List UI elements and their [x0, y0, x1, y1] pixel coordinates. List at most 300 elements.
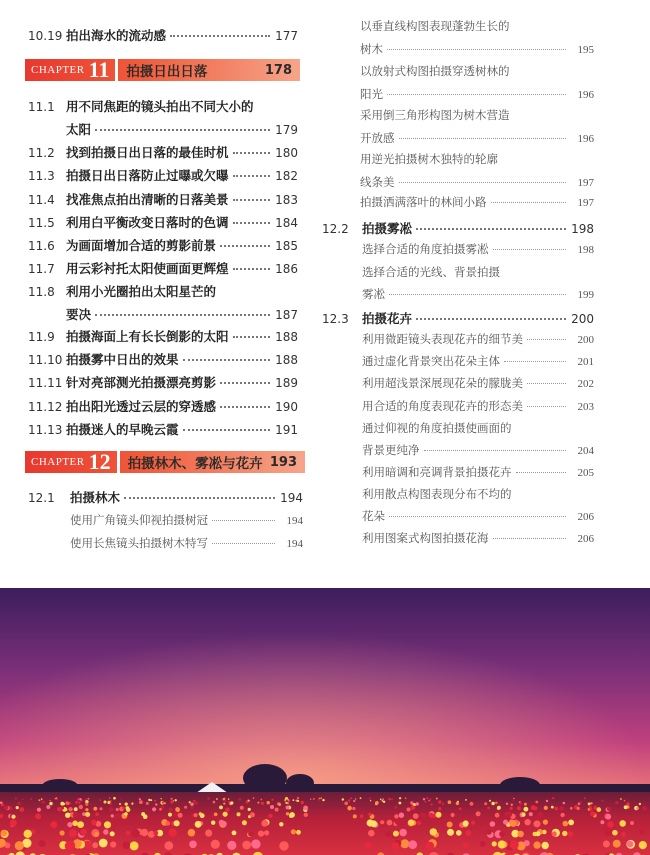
leader-dots — [220, 382, 270, 384]
tulip — [42, 801, 45, 804]
chapter-12-header[interactable] — [25, 451, 305, 473]
entry-number: 12.2 — [322, 222, 349, 236]
tulip — [535, 801, 538, 804]
tulip — [91, 820, 97, 826]
entry-page: 180 — [275, 146, 298, 160]
entry-line — [28, 213, 298, 231]
tulip — [94, 832, 99, 837]
tulip — [148, 799, 150, 801]
tulip — [438, 807, 441, 810]
tulip — [141, 812, 145, 816]
tulip — [15, 841, 24, 850]
tulip — [162, 801, 164, 803]
tulip — [436, 812, 442, 818]
tulip — [56, 798, 58, 800]
tulip — [100, 807, 103, 810]
tulip — [35, 813, 41, 819]
entry-title: 找准焦点拍出清晰的日落美景 — [66, 192, 229, 207]
tulip — [442, 803, 444, 805]
tulip — [417, 821, 421, 825]
tulip — [65, 842, 73, 850]
tulip — [57, 807, 61, 811]
tulip — [380, 820, 384, 824]
tulip — [597, 807, 602, 812]
entry-page: 198 — [577, 244, 594, 256]
tulip — [189, 841, 197, 849]
entry-line — [360, 151, 594, 167]
entry-page: 204 — [577, 445, 594, 457]
tulip — [293, 799, 295, 801]
leader-dots — [493, 249, 567, 250]
tulip — [411, 805, 416, 810]
tulip — [487, 807, 490, 810]
entry-title: 找到拍摄日出日落的最佳时机 — [66, 145, 229, 160]
tulip — [416, 802, 419, 805]
tulip — [68, 807, 72, 811]
entry-title: 利用小光圈拍出太阳星芒的 — [66, 284, 217, 299]
tulip — [124, 821, 128, 825]
photo-illustration — [0, 588, 650, 855]
leader-dots — [220, 406, 270, 408]
chapter-number: 11 — [88, 57, 110, 82]
leader-dots — [233, 336, 270, 338]
entry-line-2 — [362, 286, 594, 302]
tulip — [261, 802, 264, 805]
tulip — [563, 821, 569, 827]
tulip — [237, 812, 241, 816]
tulip — [1, 830, 8, 837]
leader-dots — [491, 202, 567, 203]
chapter-page: 193 — [269, 454, 297, 470]
tulip — [260, 799, 262, 801]
entry-title: 用不同焦距的镜头拍出不同大小的 — [66, 99, 254, 114]
tulip — [278, 803, 281, 806]
tulip — [224, 800, 226, 802]
leader-dots — [170, 35, 270, 37]
tulip — [513, 798, 515, 800]
tulip — [568, 820, 574, 826]
tulip — [355, 798, 357, 800]
tulip — [430, 828, 437, 835]
entry-title: 通过仰视的角度拍摄使画面的 — [362, 421, 512, 435]
entry-title: 使用长焦镜头拍摄树木特写 — [70, 536, 208, 550]
tulip — [164, 841, 173, 850]
tulip — [77, 821, 84, 828]
tulip — [139, 798, 141, 800]
entry-title: 用合适的角度表现花卉的形态美 — [362, 399, 523, 413]
tulip — [85, 812, 90, 817]
tulip — [120, 798, 121, 799]
tulip — [126, 808, 130, 812]
tulip — [80, 829, 86, 835]
tulip — [285, 802, 287, 804]
toc-entry-12-3[interactable] — [322, 309, 594, 327]
tulip — [588, 803, 591, 806]
tulip — [613, 840, 621, 848]
tulip — [399, 802, 402, 805]
tulip — [92, 842, 98, 848]
tulip — [62, 803, 65, 806]
tulip — [115, 813, 121, 819]
tulip — [563, 802, 566, 805]
tulip — [559, 806, 564, 811]
entry-page: 195 — [577, 44, 594, 56]
entry-line-2 — [360, 86, 594, 102]
tulip — [119, 803, 121, 805]
entry-title: 拍摄日出日落防止过曝或欠曝 — [66, 168, 229, 183]
entry-number: 11.7 — [28, 262, 55, 276]
tulip — [554, 807, 558, 811]
tulip — [350, 797, 352, 799]
tulip — [93, 807, 97, 811]
tulip — [407, 808, 411, 812]
tulip — [74, 807, 78, 811]
tulip — [408, 819, 415, 826]
tulip — [470, 802, 474, 806]
entry-page: 183 — [275, 193, 298, 207]
tulip — [258, 831, 264, 837]
tulip — [72, 821, 78, 827]
tulip — [529, 813, 532, 816]
tulip — [471, 821, 475, 825]
tulip — [543, 820, 548, 825]
tulip — [46, 805, 50, 809]
tulip — [510, 820, 517, 827]
tulip — [87, 798, 89, 800]
entry-title: 以垂直线构图表现蓬勃生长的 — [360, 19, 510, 33]
leader-dots — [212, 543, 275, 544]
tulip — [486, 829, 491, 834]
entry-line — [362, 353, 594, 369]
tulip — [95, 812, 99, 816]
tulip — [268, 814, 272, 818]
tulip — [318, 799, 320, 801]
tulip — [174, 820, 180, 826]
entry-title: 利用超浅景深展现花朵的朦胧美 — [362, 376, 523, 390]
leader-dots — [233, 199, 270, 201]
tulip — [607, 807, 611, 811]
entry-number: 11.1 — [28, 100, 55, 114]
tulip — [67, 803, 69, 805]
entry-page: 186 — [275, 262, 298, 276]
tulip — [296, 830, 301, 835]
entry-line-2 — [362, 508, 594, 524]
tulip — [75, 801, 78, 804]
tulip — [246, 801, 249, 804]
leader-dots — [233, 152, 270, 154]
leader-dots — [233, 222, 270, 224]
tulip — [425, 842, 434, 851]
tulip — [130, 841, 139, 850]
tulip — [242, 841, 251, 850]
tulip — [517, 806, 521, 810]
entry-number: 11.10 — [28, 353, 63, 367]
leader-dots — [389, 516, 566, 517]
entry-page: 189 — [275, 376, 298, 390]
tulip — [286, 806, 290, 810]
entry-line — [70, 535, 303, 551]
tulip — [538, 812, 543, 817]
tulip — [604, 828, 612, 836]
tulip — [191, 806, 194, 809]
tulip — [104, 801, 107, 804]
tulip — [524, 803, 527, 806]
tulip — [213, 801, 216, 804]
entry-title: 拍摄花卉 — [362, 311, 413, 326]
tulip — [104, 821, 111, 828]
tulip — [161, 798, 162, 799]
tulip — [552, 831, 557, 836]
tulip — [347, 806, 352, 811]
entry-line — [28, 373, 298, 391]
entry-page: 188 — [275, 353, 298, 367]
tulip — [290, 823, 294, 827]
tulip — [313, 798, 315, 800]
tulip — [639, 803, 641, 805]
tulip — [369, 798, 371, 800]
tulip — [368, 813, 371, 816]
entry-line — [28, 350, 298, 368]
tulip — [642, 806, 647, 811]
leader-dots — [416, 318, 566, 320]
tulip — [519, 802, 522, 805]
tulip — [223, 803, 225, 805]
entry-page: 179 — [275, 123, 298, 137]
tulip — [141, 829, 148, 836]
leader-dots — [95, 314, 270, 316]
tulip — [22, 798, 24, 800]
leader-dots — [389, 294, 566, 295]
tulip — [465, 830, 471, 836]
entry-page: 194 — [286, 515, 303, 527]
tulip — [222, 821, 227, 826]
entry-line — [28, 397, 298, 415]
entry-line — [362, 530, 594, 546]
chapter-title: 拍摄林木、雾凇与花卉 — [127, 456, 263, 472]
entry-line — [360, 194, 594, 210]
entry-page: 188 — [275, 330, 298, 344]
tulip — [310, 799, 311, 800]
tulip — [188, 829, 196, 837]
tulip — [522, 813, 526, 817]
tulip — [248, 831, 253, 836]
tulip — [399, 797, 401, 799]
tulip — [580, 801, 582, 803]
entry-page: 194 — [280, 491, 303, 505]
entry-number: 11.2 — [28, 146, 55, 160]
tulip — [400, 839, 409, 848]
leader-dots — [504, 361, 566, 362]
entry-title-continued: 线条美 — [360, 175, 395, 189]
tulip — [146, 802, 149, 805]
tulip — [451, 813, 455, 817]
entry-page: 187 — [275, 308, 298, 322]
tulip — [424, 801, 426, 803]
entry-title: 使用广角镜头仰视拍摄树冠 — [70, 513, 208, 527]
tulip — [429, 798, 431, 800]
tulip — [154, 800, 156, 802]
tulip — [250, 812, 255, 817]
tulip — [510, 807, 513, 810]
tulip — [448, 800, 452, 804]
tulip — [360, 797, 362, 799]
tulip — [534, 820, 541, 827]
tulip — [551, 806, 554, 809]
tulip — [570, 807, 573, 810]
chapter-11-header[interactable] — [25, 59, 300, 81]
tulip — [18, 802, 21, 805]
tulip — [370, 820, 377, 827]
tulip — [544, 806, 548, 810]
entry-line — [362, 420, 594, 436]
tulip — [524, 807, 529, 812]
entry-title-continued: 开放感 — [360, 131, 395, 145]
tulip — [103, 829, 108, 834]
tulip — [394, 806, 397, 809]
tulip — [152, 807, 156, 811]
tulip — [79, 798, 81, 800]
tulip — [562, 831, 567, 836]
tulip — [257, 802, 259, 804]
tulip — [636, 807, 639, 810]
tulip — [223, 798, 225, 800]
tulip — [60, 830, 65, 835]
entry-number: 12.3 — [322, 312, 349, 326]
entry-number: 11.9 — [28, 330, 55, 344]
tulip — [248, 808, 251, 811]
tulip — [175, 807, 180, 812]
tulip — [615, 801, 619, 805]
leader-dots — [416, 228, 566, 230]
entry-line — [70, 512, 303, 528]
leader-dots — [399, 182, 567, 183]
entry-page: 196 — [577, 89, 594, 101]
tulip — [85, 808, 88, 811]
tulip — [456, 802, 459, 805]
entry-title-continued: 花朵 — [362, 509, 385, 523]
tulip — [322, 799, 324, 801]
entry-page: 191 — [275, 423, 298, 437]
tulip — [150, 799, 152, 801]
tulip — [270, 805, 274, 809]
entry-title-continued: 雾凇 — [362, 287, 385, 301]
tulip — [112, 822, 117, 827]
tulip — [577, 807, 580, 810]
tulip — [10, 820, 17, 827]
tulip — [303, 806, 308, 811]
entry-title: 选择合适的角度拍摄雾凇 — [362, 242, 489, 256]
tulip — [50, 800, 51, 801]
tulip — [463, 820, 469, 826]
entry-page: 185 — [275, 239, 298, 253]
leader-dots — [527, 383, 566, 384]
tulip — [172, 811, 178, 817]
tulip — [275, 808, 279, 812]
entry-number: 11.13 — [28, 423, 63, 437]
tulip — [375, 801, 379, 805]
entry-page: 201 — [577, 356, 594, 368]
tulip — [50, 821, 57, 828]
leader-dots — [424, 450, 567, 451]
tulip — [240, 806, 244, 810]
tulip — [123, 842, 130, 849]
tulip — [492, 841, 497, 846]
tulip — [498, 840, 506, 848]
entry-line-2 — [66, 305, 298, 323]
tulip — [438, 800, 441, 803]
entry-title: 拍摄林木 — [70, 490, 121, 505]
tulip — [395, 819, 401, 825]
entry-page: 194 — [286, 538, 303, 550]
entry-number: 10.19 — [28, 29, 63, 43]
tulip — [41, 798, 43, 800]
tulip — [16, 806, 19, 809]
tulip — [590, 808, 593, 811]
tulip — [388, 798, 390, 800]
entry-title: 利用微距镜头表现花卉的细节美 — [362, 332, 523, 346]
tulip — [69, 829, 77, 837]
tulip — [228, 798, 229, 799]
tulip — [139, 800, 143, 804]
entry-page: 206 — [577, 511, 594, 523]
tulip — [153, 831, 158, 836]
tulip — [392, 842, 400, 850]
leader-dots — [387, 94, 566, 95]
tulip — [99, 799, 101, 801]
tulip — [603, 841, 610, 848]
tulip — [190, 803, 193, 806]
tulip — [348, 799, 350, 801]
entry-page: 196 — [577, 133, 594, 145]
toc-entry-10-19[interactable] — [28, 26, 298, 44]
toc-entry-12-1[interactable] — [28, 488, 303, 506]
entry-number: 11.11 — [28, 376, 63, 390]
entry-number: 11.4 — [28, 193, 55, 207]
entry-line — [362, 486, 594, 502]
tulip — [620, 798, 622, 800]
tulip — [506, 803, 508, 805]
tulip — [429, 813, 434, 818]
entry-line-2 — [66, 120, 298, 138]
tulip — [489, 800, 491, 802]
tulip — [447, 829, 454, 836]
tulip — [175, 799, 177, 801]
entry-number: 12.1 — [28, 491, 55, 505]
tulip — [216, 798, 218, 800]
tulip — [15, 797, 17, 799]
tulip — [394, 814, 398, 818]
tulip — [320, 797, 322, 799]
entry-page: 198 — [571, 222, 594, 236]
tulip — [168, 828, 176, 836]
tulip-sunset-photo — [0, 588, 650, 855]
tulip — [65, 813, 70, 818]
tulip — [387, 820, 393, 826]
entry-title: 拍摄迷人的早晚云霞 — [66, 422, 179, 437]
tulip — [495, 813, 500, 818]
tulip — [431, 803, 433, 805]
tulip — [490, 821, 496, 827]
entry-page: 205 — [577, 467, 594, 479]
tulip — [426, 797, 428, 799]
tulip — [491, 802, 494, 805]
chapter-page: 178 — [264, 62, 292, 78]
tulip — [211, 821, 215, 825]
tulip — [108, 801, 111, 804]
toc-entry-12-2[interactable] — [322, 219, 594, 237]
chapter-title: 拍摄日出日落 — [126, 64, 208, 80]
tulip — [110, 841, 116, 847]
